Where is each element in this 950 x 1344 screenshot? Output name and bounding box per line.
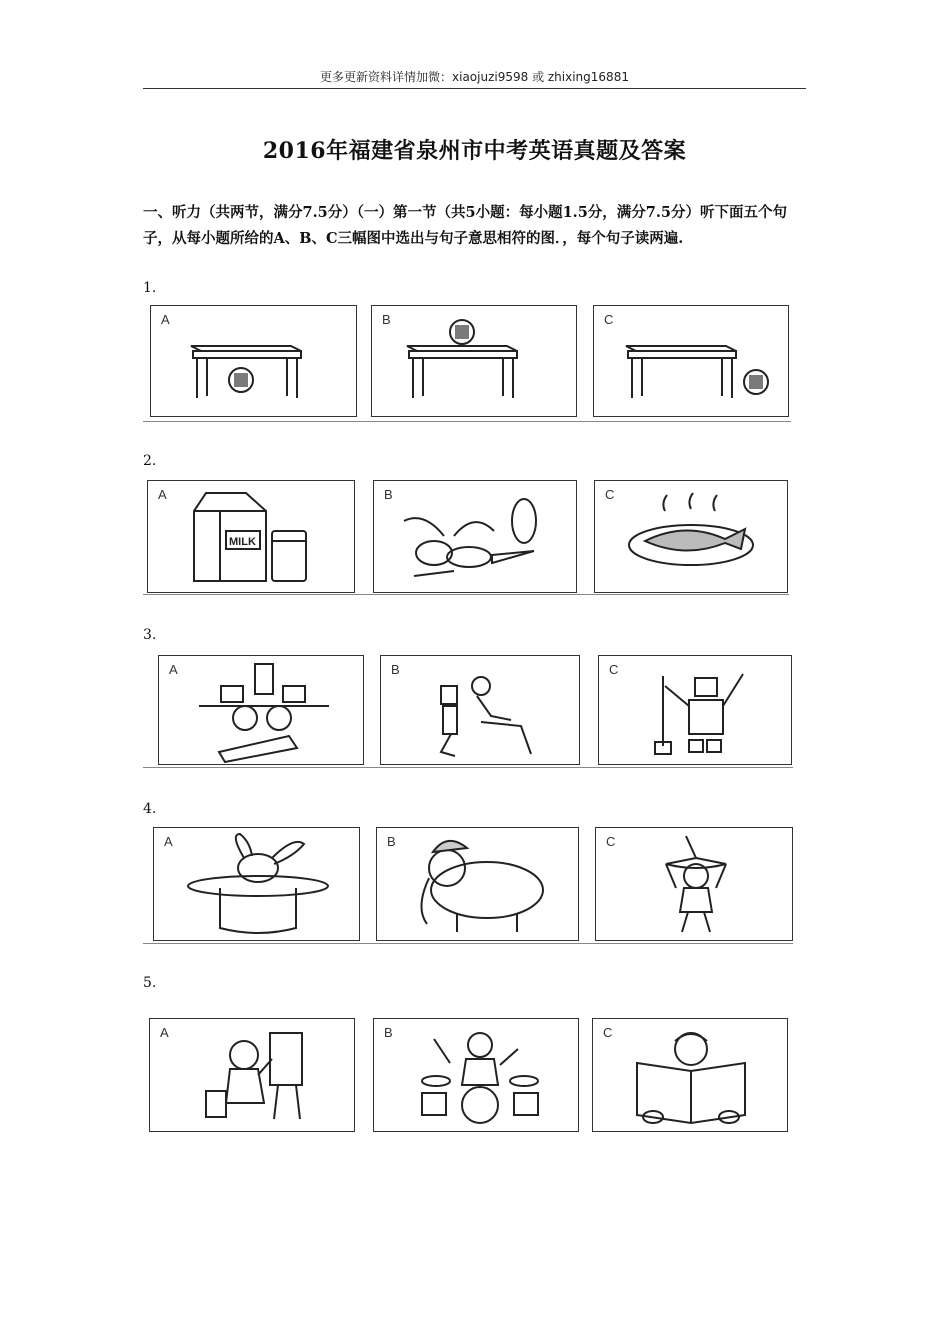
- option-a-picture[interactable]: [153, 827, 360, 941]
- option-b-picture[interactable]: [380, 655, 580, 765]
- boy-reading-book-illustration: [593, 1019, 789, 1133]
- option-label: A: [160, 1025, 169, 1040]
- question-3-options: [143, 652, 793, 777]
- option-b-picture[interactable]: [376, 827, 579, 941]
- ball-under-table-illustration: [151, 306, 358, 418]
- option-a-picture[interactable]: [149, 1018, 355, 1132]
- option-label: B: [391, 662, 400, 677]
- option-label: B: [384, 1025, 393, 1040]
- option-label: A: [164, 834, 173, 849]
- fish-on-plate-illustration: [595, 481, 789, 594]
- option-label: B: [382, 312, 391, 327]
- option-label: C: [609, 662, 619, 677]
- option-c-picture[interactable]: [595, 827, 793, 941]
- section-instructions: 一、听力（共两节，满分7.5分）（一）第一节（共5小题：每小题1.5分，满分7.5分）听下面五个句子，从每小题所给的A、B、C三幅图中选出与句子意思相符的图．，每个句子读两遍.: [143, 204, 788, 247]
- boy-playing-drums-illustration: [374, 1019, 580, 1133]
- boy-with-hat-illustration: [596, 828, 794, 942]
- question-1-options: [143, 305, 793, 430]
- question-number: 1.: [143, 280, 157, 296]
- row-divider: [143, 594, 789, 595]
- question-number: 3.: [143, 627, 157, 643]
- question-number: 2.: [143, 453, 157, 469]
- robot-cooking-illustration: [159, 656, 365, 766]
- option-label: A: [161, 312, 170, 327]
- question-4-options: [143, 825, 793, 950]
- question-2-options: [143, 477, 793, 602]
- option-a-picture[interactable]: [158, 655, 364, 765]
- ball-on-table-illustration: [372, 306, 578, 418]
- option-label: C: [603, 1025, 613, 1040]
- option-label: C: [604, 312, 614, 327]
- option-c-picture[interactable]: [598, 655, 792, 765]
- option-label: B: [384, 487, 393, 502]
- option-a-picture[interactable]: [147, 480, 355, 593]
- ball-beside-table-illustration: [594, 306, 790, 418]
- option-c-picture[interactable]: [593, 305, 789, 417]
- row-divider: [143, 943, 793, 944]
- robot-with-boy-illustration: [381, 656, 581, 766]
- option-label: C: [605, 487, 615, 502]
- page-title: 2016年福建省泉州市中考英语真题及答案: [262, 138, 687, 164]
- option-b-picture[interactable]: [371, 305, 577, 417]
- elephant-in-hat-illustration: [377, 828, 580, 942]
- question-number: 5.: [143, 975, 157, 991]
- girl-painting-illustration: [150, 1019, 356, 1133]
- option-a-picture[interactable]: [150, 305, 357, 417]
- option-b-picture[interactable]: [373, 480, 577, 593]
- option-label: C: [606, 834, 616, 849]
- option-label: A: [158, 487, 167, 502]
- header-divider: [143, 88, 806, 89]
- option-label: B: [387, 834, 396, 849]
- option-c-picture[interactable]: [594, 480, 788, 593]
- vegetables-illustration: [374, 481, 578, 594]
- row-divider: [143, 767, 793, 768]
- option-label: A: [169, 662, 178, 677]
- row-divider: [143, 421, 791, 422]
- rabbit-in-hat-illustration: [154, 828, 361, 942]
- option-c-picture[interactable]: [592, 1018, 788, 1132]
- question-5-options: [143, 1012, 793, 1137]
- milk-carton-illustration: [148, 481, 356, 594]
- page-header: 更多更新资料详情加微：xiaojuzi9598 或 zhixing16881: [320, 70, 629, 84]
- option-b-picture[interactable]: [373, 1018, 579, 1132]
- question-number: 4.: [143, 801, 157, 817]
- milk-carton-label: MILK: [229, 536, 256, 548]
- robot-cleaning-illustration: [599, 656, 793, 766]
